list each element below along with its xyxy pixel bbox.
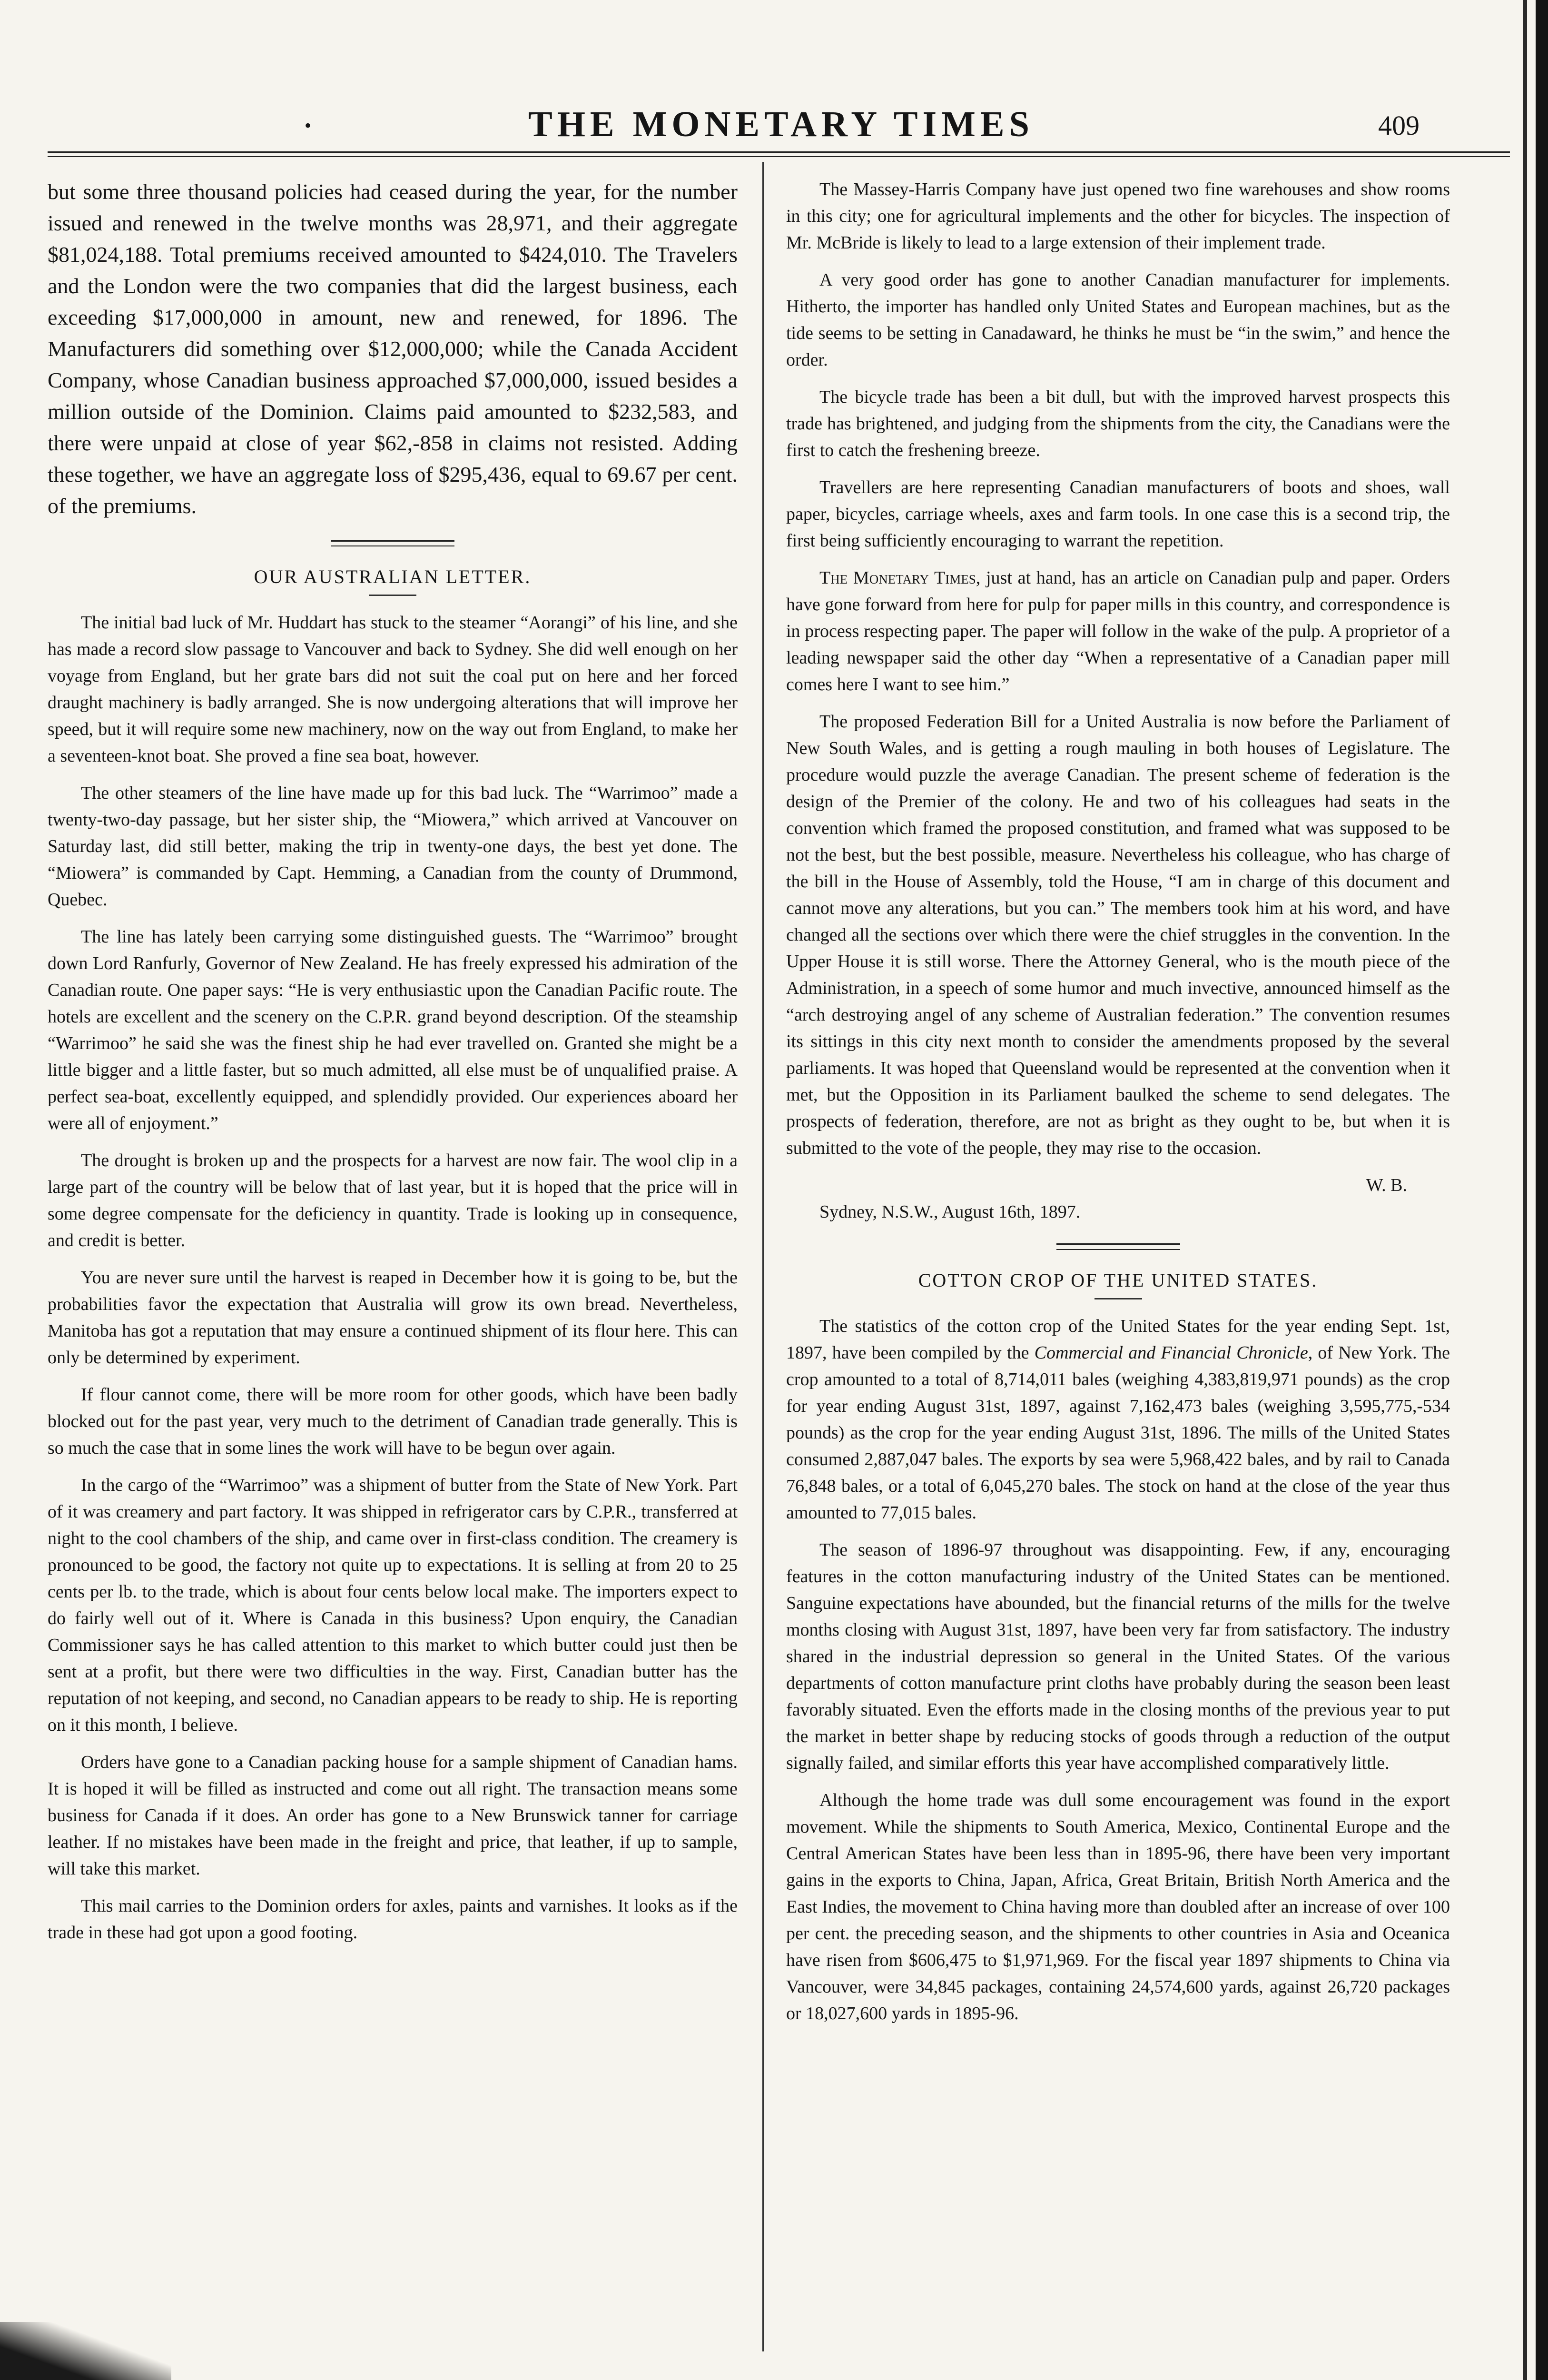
article-paragraph: The other steamers of the line have made up for this bad luck. The “Warrimoo” made a twenty-two-day passage, but her sister ship, the “Miowera,” which arrived at Vancouver on Saturday last, did still better, making the trip in twenty-one days, the best yet done. The “Miowera” is commanded by Capt. Hemming, a Canadian from the county of Drummond, Quebec.: [48, 783, 738, 910]
column-divider: [762, 162, 764, 2351]
publication-name: The Monetary Times,: [819, 568, 981, 588]
article-paragraph: The Massey-Harris Company have just opened two fine warehouses and show rooms in this city; one for agricultural implements and the other for bicycles. The inspection of Mr. McBride is likely to lead to a large extension of their implement trade.: [786, 179, 1450, 253]
article-paragraph: Travellers are here representing Canadian manufacturers of boots and shoes, wall paper, bicycles, carriage wheels, axes and farm tools. In one case this is a second trip, the first being sufficiently encouraging to warrant the repetition.: [786, 477, 1450, 551]
article-paragraph: The bicycle trade has been a bit dull, but with the improved harvest prospects this trade has brightened, and judging from the shipments from the city, the Canadians were the first to catch the freshening breeze.: [786, 387, 1450, 460]
paragraph-text: just at hand, has an article on Canadian pulp and paper. Orders have gone forward from here for pulp for paper mills in this country, and correspondence is in process respecting paper. The paper will follow in the wake of the pulp. A proprietor of a leading newspaper said the other day “When a representative of a Canadian paper mill comes here I want to see him.”: [786, 568, 1450, 694]
section-separator: [331, 540, 454, 546]
article-paragraph: This mail carries to the Dominion orders for axles, paints and varnishes. It looks as if the trade in these had got upon a good footing.: [48, 1896, 738, 1943]
monetary-times-paragraph: [786, 565, 1450, 698]
insurance-continuation-paragraph: but some three thousand policies had ceased during the year, for the number issued and renewed in the twelve months was 28,971, and their aggregate $81,024,188. Total premiums received amounted to $424,010. The Travelers and the London were the two companies that did the largest business, each exceeding $17,000,000 in amount, new and renewed, for 1896. The Manufacturers did something over $12,000,000; while the Canada Accident Company, whose Canadian business approached $7,000,000, issued besides a million outside of the Dominion. Claims paid amounted to $232,583, and there were unpaid at close of year $62,-858 in claims not resisted. Adding these together, we have an aggregate loss of $295,436, equal to 69.67 per cent. of the premiums.: [48, 179, 738, 518]
article-paragraph: If flour cannot come, there will be more room for other goods, which have been badly blocked out for the past year, very much to the detriment of Canadian trade generally. This is so much the case that in some lines the work will have to be begun over again.: [48, 1385, 738, 1458]
cotton-crop-title: COTTON CROP OF THE UNITED STATES.: [918, 1269, 1318, 1291]
page-edge-shadow: [1536, 0, 1548, 2380]
publication-name: Commercial and Financial Chronicle: [1034, 1343, 1308, 1363]
letter-dateline: Sydney, N.S.W., August 16th, 1897.: [819, 1202, 1081, 1222]
article-paragraph: You are never sure until the harvest is reaped in December how it is going to be, but the probabilities favor the expectation that Australia will grow its own bread. Nevertheless, Manitoba has got a reputation that may ensure a continued shipment of its flour here. This can only be determined by experiment.: [48, 1268, 738, 1368]
cotton-paragraph: [786, 1313, 1450, 1526]
masthead-title: THE MONETARY TIMES: [528, 104, 1034, 144]
header-rule: [48, 151, 1510, 153]
right-column: [786, 176, 1450, 2037]
article-paragraph: The line has lately been carrying some distinguished guests. The “Warrimoo” brought down Lord Ranfurly, Governor of New Zealand. He has freely expressed his admiration of the Canadian route. One paper says: “He is very enthusiastic upon the Canadian Pacific route. The hotels are excellent and the scenery on the C.P.R. grand beyond description. Of the steamship “Warrimoo” he said she was the finest ship he had ever travelled on. Granted she might be a little bigger and a little faster, but so much admitted, all else must be of unqualified praise. A perfect sea-boat, excellently equipped, and splendidly provided. Our experiences aboard her were all of enjoyment.”: [48, 927, 738, 1133]
title-underline: [1094, 1298, 1142, 1299]
page-header: [71, 95, 1491, 148]
title-underline: [369, 595, 416, 596]
paragraph-text: , of New York. The crop amounted to a total of 8,714,011 bales (weighing 4,383,819,971 pounds) as the crop for year ending August 31st, 1897, against 7,162,473 bales (weighing 3,595,775,-534 pounds) as the crop for the year ending August 31st, 1896. The mills of the United States consumed 2,887,047 bales. The exports by sea were 5,968,422 bales, and by rail to Canada 76,848 bales, or a total of 6,045,270 bales. The stock on hand at the close of the year thus amounted to 77,015 bales.: [786, 1343, 1450, 1523]
paragraph-text: The statistics of the cotton crop of the United States for the year ending Sept. 1st, 1897, have been compiled by the: [786, 1316, 1450, 1363]
signature-line: [786, 1172, 1450, 1199]
left-column: [48, 176, 738, 1956]
article-paragraph: The initial bad luck of Mr. Huddart has stuck to the steamer “Aorangi” of his line, and she has made a record slow passage to Vancouver and back to Sydney. She did well enough on her voyage from England, but her grate bars did not suit the coal put on here and her forced draught machinery is badly arranged. She is now undergoing alterations that will improve her speed, but it will require some new machinery, now on the way out from England, to make her a seventeen-knot boat. She proved a fine sea boat, however.: [48, 613, 738, 766]
federation-paragraph: The proposed Federation Bill for a United Australia is now before the Parliament of New South Wales, and is getting a rough mauling in both houses of Legislature. The procedure would puzzle the average Canadian. The present scheme of federation is the design of the Premier of the colony. He and two of his colleagues had seats in the convention which framed the proposed constitution, and framed what was supposed to be not the best, but the best possible, measure. Nevertheless his colleague, who has charge of the bill in the House of Assembly, told the House, “I am in charge of this document and cannot move any alterations, but you can.” The members took him at his word, and have changed all the sections over which there were the chief struggles in the convention. In the Upper House it is still worse. There the Attorney General, who is the mouth piece of the Administration, in a speech of some humor and much invective, announced himself as the “arch destroying angel of any scheme of Australian federation.” The convention resumes its sittings in this city next month to consider the amendments proposed by the several parliaments. It was hoped that Queensland would be represented at the convention when it met, but the Opposition in its Parliament baulked the scheme to send delegates. The prospects of federation, therefore, are not as bright as they ought to be, but when it is submitted to the vote of the people, they may rise to the occasion.: [786, 712, 1450, 1158]
cotton-paragraph: Although the home trade was dull some encouragement was found in the export movement. While the shipments to South America, Mexico, Continental Europe and the Central American States have been less than in 1895-96, there have been very important gains in the exports to China, Japan, Africa, Great Britain, British North America and the East Indies, the movement to China having more than doubled after an increase of over 100 per cent. the preceding season, and the shipments to other countries in Asia and Oceanica have risen from $606,475 to $1,971,969. For the fiscal year 1897 shipments to China via Vancouver, were 34,845 packages, containing 24,574,600 yards, against 26,720 packages or 18,027,600 yards in 1895-96.: [786, 1790, 1450, 2023]
header-rule-thin: [48, 156, 1510, 157]
article-paragraph: Orders have gone to a Canadian packing house for a sample shipment of Canadian hams. It is hoped it will be filled as instructed and come out all right. The transaction means some business for Canada if it does. An order has gone to a New Brunswick tanner for carriage leather. If no mistakes have been made in the freight and price, that leather, if up to sample, will take this market.: [48, 1752, 738, 1879]
article-paragraph: A very good order has gone to another Canadian manufacturer for implements. Hitherto, the importer has handled only United States and European machines, but as the tide seems to be setting in Canadaward, he thinks he must be “in the swim,” and hence the order.: [786, 270, 1450, 370]
article-paragraph: The drought is broken up and the prospects for a harvest are now fair. The wool clip in a large part of the country will be below that of last year, but it is hoped that the price will in some degree compensate for the deficiency in quantity. Trade is looking up in consequence, and credit is better.: [48, 1150, 738, 1250]
section-separator: [1056, 1243, 1180, 1250]
letter-signature: W. B.: [1366, 1175, 1407, 1195]
corner-shadow: [0, 2322, 171, 2380]
header-bullet: •: [305, 115, 312, 136]
article-paragraph: In the cargo of the “Warrimoo” was a shipment of butter from the State of New York. Part of it was creamery and part factory. It was shipped in refrigerator cars by C.P.R., transferred at night to the cool chambers of the ship, and came over in first-class condition. The creamery is pronounced to be good, the factory not quite up to expectations. It is selling at from 20 to 25 cents per lb. to the trade, which is about four cents below local make. The importers expect to do fairly well out of it. Where is Canada in this business? Upon enquiry, the Canadian Commissioner says he has called attention to this market to which butter could just then be sent at a profit, but there were two difficulties in the way. First, Canadian butter has the reputation of not keeping, and second, no Canadian appears to be ready to ship. He is reporting on it this month, I believe.: [48, 1475, 738, 1735]
cotton-paragraph: The season of 1896-97 throughout was disappointing. Few, if any, encouraging features in the cotton manufacturing industry of the United States can be mentioned. Sanguine expectations have abounded, but the financial returns of the mills for the twelve months closing with August 31st, 1897, have been very far from satisfactory. The industry shared in the industrial depression so general in the United States. Of the various departments of cotton manufacture print cloths have probably during the season been least favorably situated. Even the efforts made in the closing months of the previous year to put the market in better shape by reducing stocks of goods through a reduction of the output signally failed, and similar efforts this year have accomplished comparatively little.: [786, 1540, 1450, 1773]
australian-letter-title: OUR AUSTRALIAN LETTER.: [254, 566, 532, 587]
page-edge-line: [1523, 0, 1527, 2380]
page-number: 409: [1378, 110, 1420, 141]
